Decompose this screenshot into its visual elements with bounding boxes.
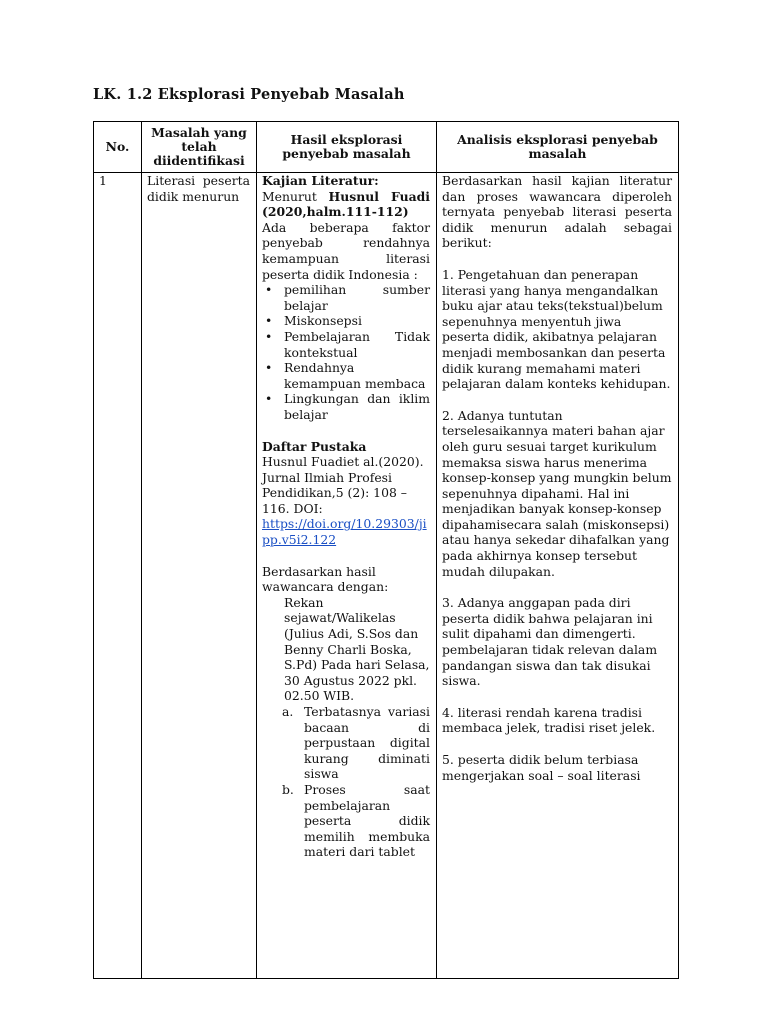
wawancara-intro: Berdasarkan hasil wawancara dengan: [262,563,389,595]
list-item: • Pembelajaran Tidak kontekstual [284,329,430,360]
menurut-text: Menurut [262,188,317,204]
cell-masalah: Literasi peserta didik menurun [142,173,257,979]
table-header-row [94,122,679,173]
cell-no: 1 [94,173,142,979]
cell-hasil [257,173,437,979]
analysis-point: 5. peserta didik belum terbiasa mengerjakan soal – soal literasi [442,752,641,783]
citation-line [262,189,430,220]
kajian-title: Kajian Literatur: [262,173,379,188]
list-item: • pemilihan sumber belajar [284,282,430,313]
list-item [282,704,430,782]
analysis-point: 1. Pengetahuan dan penerapan literasi yang hanya mengandalkan buku ajar atau teks(tekstual)belum sepenuhnya menyentuh jiwa peserta didik, akibatnya pelajaran menjadi membosankan dan peserta didik kurang memahami materi pelajaran dalam konteks kehidupan. [442,266,671,392]
list-marker: b. [282,781,294,797]
finding-text: Proses saat pembelajaran peserta didik memilih membuka materi dari tablet [304,781,430,860]
page-title: LK. 1.2 Eksplorasi Penyebab Masalah [93,86,405,103]
reference-text: Husnul Fuadiet al.(2020). Jurnal Ilmiah Profesi Pendidikan,5 (2): 108 –116. DOI: [262,454,424,516]
header-hasil: Hasil eksplorasi penyebab masalah [257,122,437,173]
exploration-table [93,121,679,979]
author-citation: Husnul Fuadi (2020,halm.111-112) [262,188,430,220]
wawancara-detail: Rekan sejawat/Walikelas (Julius Adi, S.Sos dan Benny Charli Boska, S.Pd) Pada hari Selasa, 30 Agustus 2022 pkl. 02.50 WIB. [284,594,430,704]
header-no: No. [94,122,142,173]
doi-link[interactable]: https://doi.org/10.29303/jipp.v5i2.122 [262,516,427,548]
finding-text: Terbatasnya variasi bacaan di perpustaan digital kurang diminati siswa [304,704,430,782]
factor-list [262,282,430,422]
list-item: • Rendahnya kemampuan membaca [284,360,430,391]
list-marker: a. [282,704,294,719]
header-masalah: Masalah yang telah diidentifikasi [142,122,257,173]
findings-list [262,704,430,860]
factors-intro: Ada beberapa faktor penyebab rendahnya kemampuan literasi peserta didik Indonesia : [262,219,430,282]
analysis-point: 3. Adanya anggapan pada diri peserta didik bahwa pelajaran ini sulit dipahami dan dimengerti. pembelajaran tidak relevan dalam pandangan siswa dan tak disukai siswa. [442,595,658,689]
list-item [282,781,430,860]
list-item: • Lingkungan dan iklim belajar [284,391,430,422]
header-analisis: Analisis eksplorasi penyebab masalah [437,122,679,173]
analysis-point: 4. literasi rendah karena tradisi membaca jelek, tradisi riset jelek. [442,704,656,736]
analysis-intro: Berdasarkan hasil kajian literatur dan proses wawancara diperoleh ternyata penyebab literasi peserta didik menurun adalah sebagai berikut: [442,173,672,251]
cell-analisis [437,173,679,979]
list-item: • Miskonsepsi [284,313,430,329]
daftar-pustaka-title: Daftar Pustaka [262,438,367,454]
table-row [94,173,679,979]
analysis-point: 2. Adanya tuntutan terselesaikannya materi bahan ajar oleh guru sesuai target kurikulum memaksa siswa harus menerima konsep-konsep yang mungkin belum sepenuhnya dipahami. Hal ini menjadikan banyak konsep-konsep dipahamisecara salah (miskonsepsi) atau hanya sekedar dihafalkan yang pada akhirnya konsep tersebut mudah dilupakan. [442,407,672,579]
